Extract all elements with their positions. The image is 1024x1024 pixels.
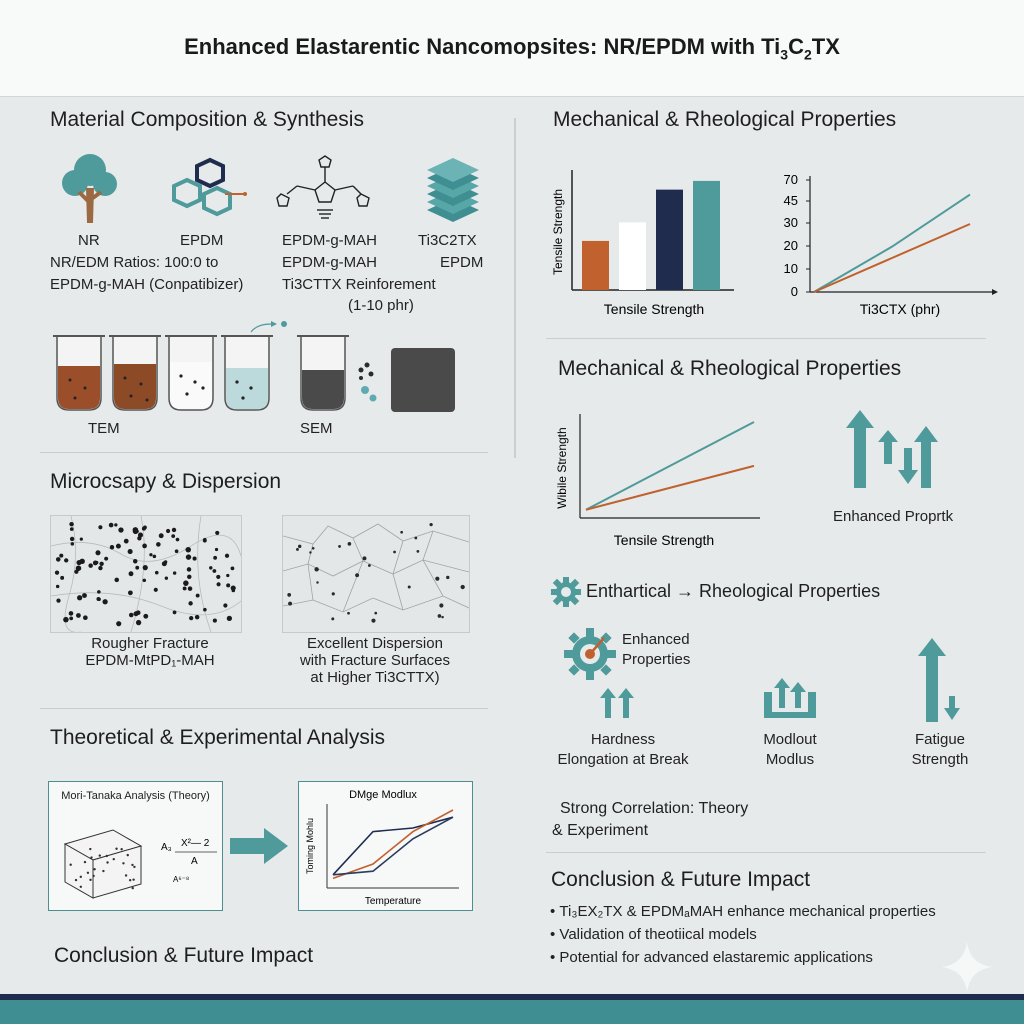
ytick-label: 45: [783, 193, 798, 208]
bar-ylabel: Tensile Strength: [551, 188, 565, 276]
dma-chart: [299, 782, 472, 910]
composition-heading: Material Composition & Synthesis: [50, 108, 364, 131]
tube-5: [281, 321, 349, 410]
label-epdm-g-mah: EPDM-g-MAH: [282, 232, 378, 249]
micrograph-left: [50, 515, 242, 633]
formula-term-2: X²— 2: [181, 838, 210, 849]
composition-icons: [55, 148, 485, 238]
mxene-stack-icon: [427, 158, 479, 222]
divider: [546, 338, 986, 339]
molecule-epdm-g-mah-icon: [277, 156, 369, 218]
modulus-arrow-icon: [762, 672, 818, 720]
test-tubes: [45, 318, 465, 418]
left-conclusion-heading: Conclusion & Future Impact: [54, 944, 314, 967]
particle-cluster-icon: [359, 363, 377, 402]
dma-chart-xlabel: Temperature: [364, 896, 422, 907]
formula-term-3: A: [191, 856, 198, 867]
bar-chart: [548, 162, 738, 322]
fatigue-arrow-icon: [918, 636, 968, 726]
label-epdm: EPDM: [180, 232, 224, 249]
property-hardness: Hardness Elongation at Break: [557, 731, 689, 768]
dma-chart-ylabel: Toming Mohlu: [305, 817, 315, 875]
series-orange: [814, 224, 970, 292]
hardness-arrow-icon: [598, 684, 638, 720]
divider: [546, 852, 986, 853]
series-orange: [586, 466, 754, 510]
bar-B: [619, 222, 646, 290]
tube-3: [165, 336, 217, 410]
bar-C: [656, 190, 683, 290]
series-navy2: [333, 817, 453, 875]
series-teal: [586, 422, 754, 510]
enhanced-heading: Enthartical → Rheological Properties: [586, 581, 881, 601]
bar-D: [693, 181, 720, 290]
footer-stripe-teal: [0, 1000, 1024, 1024]
mori-tanaka-box: [48, 781, 223, 911]
sem-label: SEM: [300, 420, 333, 437]
formula-term-4: A⁶⁻⁸: [173, 875, 190, 884]
series-orange: [333, 810, 453, 878]
list-item: • Validation of theotiical models: [550, 926, 757, 943]
cube-diagram: [49, 802, 222, 902]
compatibilizer-line: EPDM-g-MAH (Conpatibizer): [50, 276, 244, 293]
dma-chart-title: DMge Modlux: [349, 789, 417, 801]
sparkle-icon: [940, 940, 994, 994]
molecule-epdm-icon: [174, 160, 247, 214]
list-item: • Potential for advanced elastaremic applications: [550, 949, 873, 966]
ytick-label: 70: [783, 172, 798, 187]
gear-label: Enhanced Properties: [622, 631, 691, 668]
label-nr: NR: [78, 232, 100, 249]
divider: [40, 452, 488, 453]
dma-chart-box: [298, 781, 473, 911]
ytick-label: 10: [783, 261, 798, 276]
enhanced-property-label: Enhanced Proprtk: [833, 508, 954, 525]
tree-icon: [62, 154, 117, 223]
epdm-line: EPDM: [440, 254, 484, 271]
sem-sample: [391, 348, 455, 412]
line-chart-1-xlabel: Ti3CTX (phr): [859, 301, 941, 317]
tem-label: TEM: [88, 420, 120, 437]
ytick-label: 20: [783, 238, 798, 253]
mech-heading-1: Mechanical & Rheological Properties: [553, 108, 897, 131]
ratio-line: NR/EDM Ratios: 100:0 to: [50, 254, 219, 271]
tube-1: [53, 336, 105, 410]
conclusion-heading: Conclusion & Future Impact: [551, 868, 811, 891]
reinforcement-line: Ti3CTTX Reinforement: [282, 276, 436, 293]
mech-heading-2: Mechanical & Rheological Properties: [558, 357, 902, 380]
line-chart-2-xlabel: Tensile Strength: [613, 532, 715, 548]
conclusion-list: [550, 900, 936, 969]
gear-icon: [550, 576, 582, 608]
property-fatigue: Fatigue Strength: [911, 731, 969, 768]
property-modulus: Modlout Modlus: [763, 731, 817, 768]
microscopy-heading: Microcsapy & Dispersion: [50, 470, 282, 493]
divider: [40, 708, 488, 709]
line-chart-2: [550, 408, 770, 554]
series-navy: [333, 817, 453, 875]
flow-arrow-icon: [230, 826, 290, 866]
ytick-label: 30: [783, 215, 798, 230]
gear-target-icon: [562, 626, 618, 682]
tube-4: [221, 321, 277, 410]
column-divider: [514, 118, 516, 458]
up-down-arrows-icon: [840, 404, 950, 494]
caption-left: Rougher Fracture EPDM-MtPD₁-MAH: [85, 635, 215, 669]
line-chart-1: [780, 168, 1000, 320]
bar-xlabel: Tensile Strength: [603, 301, 705, 317]
list-item: • Ti₃EX₂TX & EPDMₐMAH enhance mechanical properties: [550, 903, 936, 920]
correlation-note: Strong Correlation: Theory & Experiment: [552, 800, 749, 839]
line-chart-2-ylabel: Wibile Strength: [555, 427, 569, 509]
epdm-g-mah-line: EPDM-g-MAH: [282, 254, 378, 271]
series-teal: [814, 195, 970, 292]
bar-A: [582, 241, 609, 290]
formula-term-1: A₃: [161, 842, 172, 853]
analysis-heading: Theoretical & Experimental Analysis: [50, 726, 385, 749]
ytick-label: 0: [790, 284, 798, 299]
label-ti3c2tx: Ti3C2TX: [418, 232, 477, 249]
page-title: Enhanced Elastarentic Nancomopsites: NR/EPDM with $Ti_3C_2TX$: [184, 34, 840, 63]
mori-tanaka-title: Mori-Tanaka Analysis (Theory): [61, 790, 210, 802]
tube-2: [109, 336, 161, 410]
phr-range: (1-10 phr): [348, 297, 414, 314]
micrograph-right: [282, 515, 470, 633]
caption-right: Excellent Dispersion with Fracture Surfaces at Higher Ti3CTTX): [299, 635, 451, 686]
